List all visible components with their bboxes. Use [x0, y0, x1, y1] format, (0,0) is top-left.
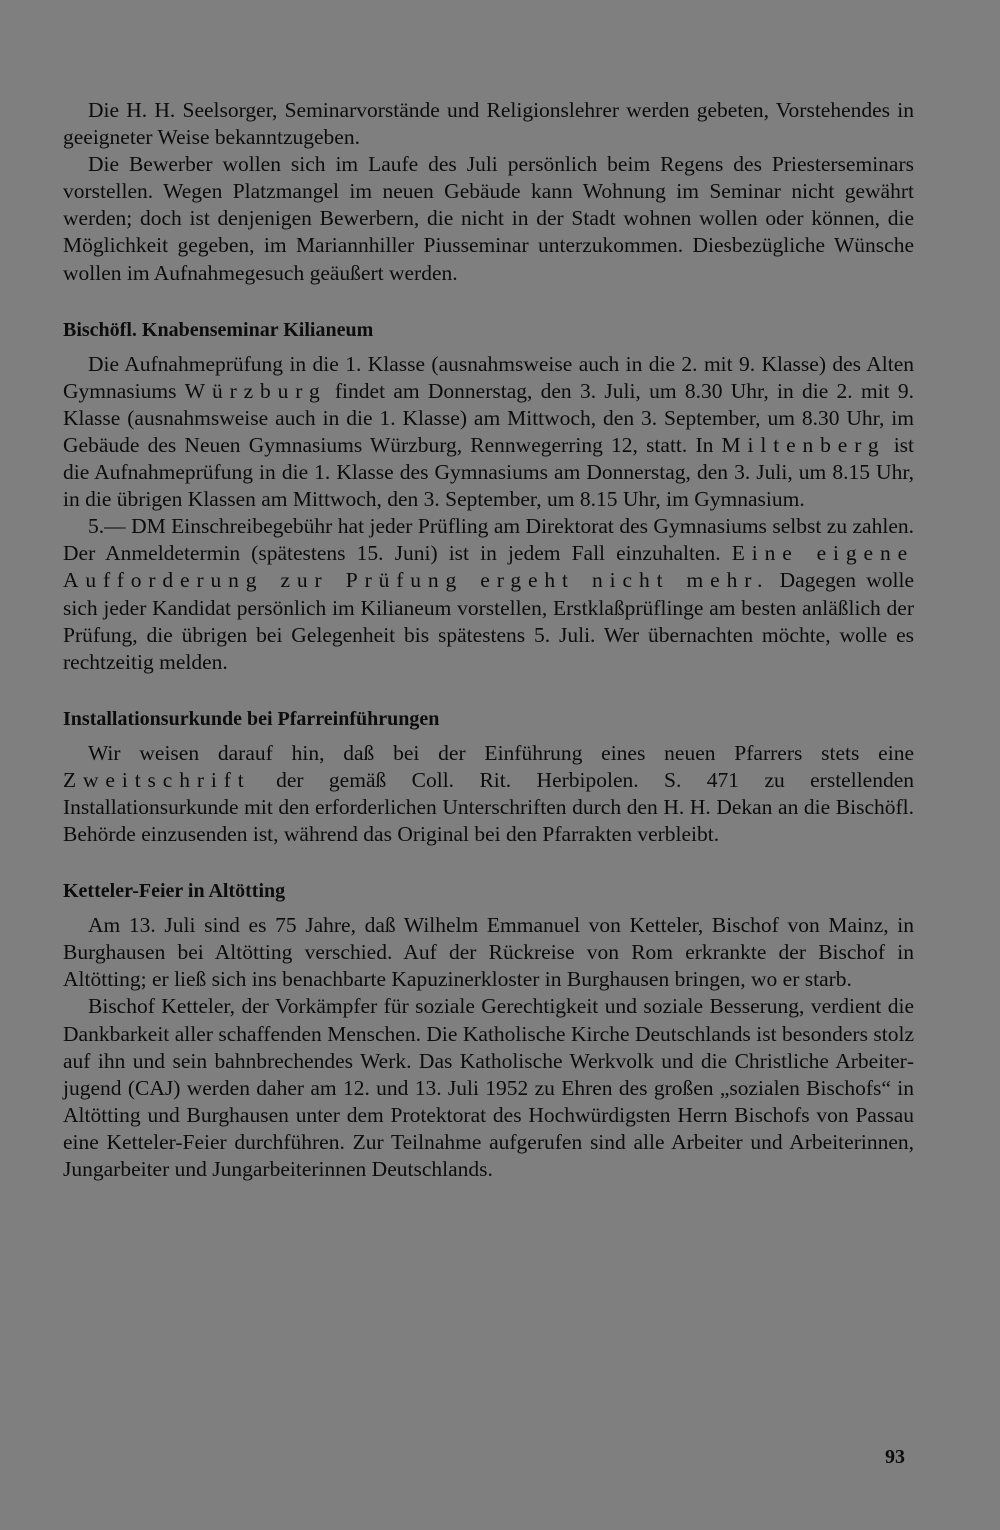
installation-section: [63, 706, 914, 848]
intro-section: [63, 97, 914, 287]
ketteler-section: [63, 878, 914, 1183]
spaced-emphasis: Zweitschrift: [63, 767, 251, 792]
paragraph: Am 13. Juli sind es 75 Jahre, daß Wilhelm Emmanuel von Ketteler, Bischof von Mainz, in Burghausen bei Altötting verschied. Auf der Rückreise von Rom erkrankte der Bischof in Altötting; er ließ sich ins benachbarte Kapuzinerkloster in Burghausen bringen, wo er starb.: [63, 913, 914, 992]
section-heading: Installationsurkunde bei Pfarreinführungen: [63, 707, 440, 730]
kilianeum-section: [63, 317, 914, 676]
text-run: Die Aufnahmeprüfung in die 1. Klasse (ausnahmsweise auch in die 2. mit 9. Klasse) des Alten Gymnasiums: [63, 351, 914, 403]
text-run: ist die Aufnahmeprüfung in die 1. Klasse des Gymnasiums am Donnerstag, den 3. Juli, um 8.15 Uhr, in die übrigen Klassen am Mittwoch, den 3. September, um 8.15 Uhr, im Gymnasium.: [63, 432, 915, 512]
paragraph: Die H. H. Seelsorger, Seminarvorstände und Religionslehrer werden gebeten, Vorstehendes in geeigneter Weise bekanntzugeben.: [63, 98, 914, 150]
paragraph: [63, 740, 914, 848]
spaced-emphasis: Miltenberg: [721, 432, 886, 457]
text-run: der gemäß Coll. Rit. Herbipolen. S. 471 zu erstellenden Installationsurkunde mit den erforderlichen Unterschriften durch den H. H. Dekan an die Bischöfl. Behörde einzusenden ist, während das Original bei den Pfarrakten verbleibt.: [63, 767, 915, 847]
text-run: Wir weisen darauf hin, daß bei der Einführung eines neuen Pfarrers stets eine: [88, 740, 914, 765]
section-heading: Ketteler-Feier in Altötting: [63, 880, 286, 903]
paragraph: Die Bewerber wollen sich im Laufe des Juli persönlich beim Regens des Priesterseminars vorstellen. Wegen Platzmangel im neuen Gebäude kann Wohnung im Seminar nicht gewährt werden; doch ist denjenigen Bewerbern, die nicht in der Stadt wohnen wollen oder können, die Möglichkeit gegeben, im Mariannhiller Piusseminar unterzukommen. Diesbezügliche Wünsche wollen im Aufnahmegesuch geäußert werden.: [63, 152, 914, 285]
section-heading: Bischöfl. Knabenseminar Kilianeum: [63, 318, 374, 341]
paragraph: [63, 513, 914, 676]
text-run: Dagegen wolle sich jeder Kandidat persönlich im Kilianeum vorstellen, Erstklaßprüflinge am besten anläßlich der Prüfung, die übrigen bei Gelegenheit bis spätestens 5. Juli. Wer übernachten möchte, wolle es rechtzeitig melden.: [63, 568, 914, 674]
spaced-emphasis: Eine eigene Aufforderung zur Prüfung ergeht nicht mehr.: [63, 541, 915, 593]
paragraph: [63, 351, 914, 514]
page-number: 93: [885, 1446, 905, 1468]
text-run: findet am Donnerstag, den 3. Juli, um 8.30 Uhr, in die 2. mit 9. Klasse (ausnahmsweise auch in die 1. Klasse) am Mittwoch, den 3. September, um 8.30 Uhr, im Gebäude des Neuen Gymnasiums Würzburg, Rennwegerring 12, statt. In: [63, 378, 915, 457]
text-run: 5.— DM Einschreibegebühr hat jeder Prüfling am Direktorat des Gymnasiums selbst zu zahlen. Der Anmeldetermin (spätestens 15. Juni) ist in jedem Fall einzuhalten.: [63, 514, 914, 566]
paragraph: Bischof Ketteler, der Vorkämpfer für soziale Gerechtigkeit und soziale Besserung, verdient die Dankbarkeit aller schaffenden Menschen. Die Katholische Kirche Deutschlands ist besonders stolz auf ihn und sein bahnbrechendes Werk. Das Katholische Werkvolk und die Christliche Arbeiterjugend (CAJ) werden daher am 12. und 13. Juli 1952 zu Ehren des großen „sozialen Bischofs“ in Altötting und Burghausen unter dem Protektorat des Hochwürdigsten Herrn Bischofs von Passau eine Ketteler-Feier durchführen. Zur Teilnahme aufgerufen sind alle Arbeiter und Arbeiterinnen, Jungarbeiter und Jungarbeiterinnen Deutschlands.: [63, 994, 914, 1181]
spaced-emphasis: Würzburg: [184, 378, 327, 403]
